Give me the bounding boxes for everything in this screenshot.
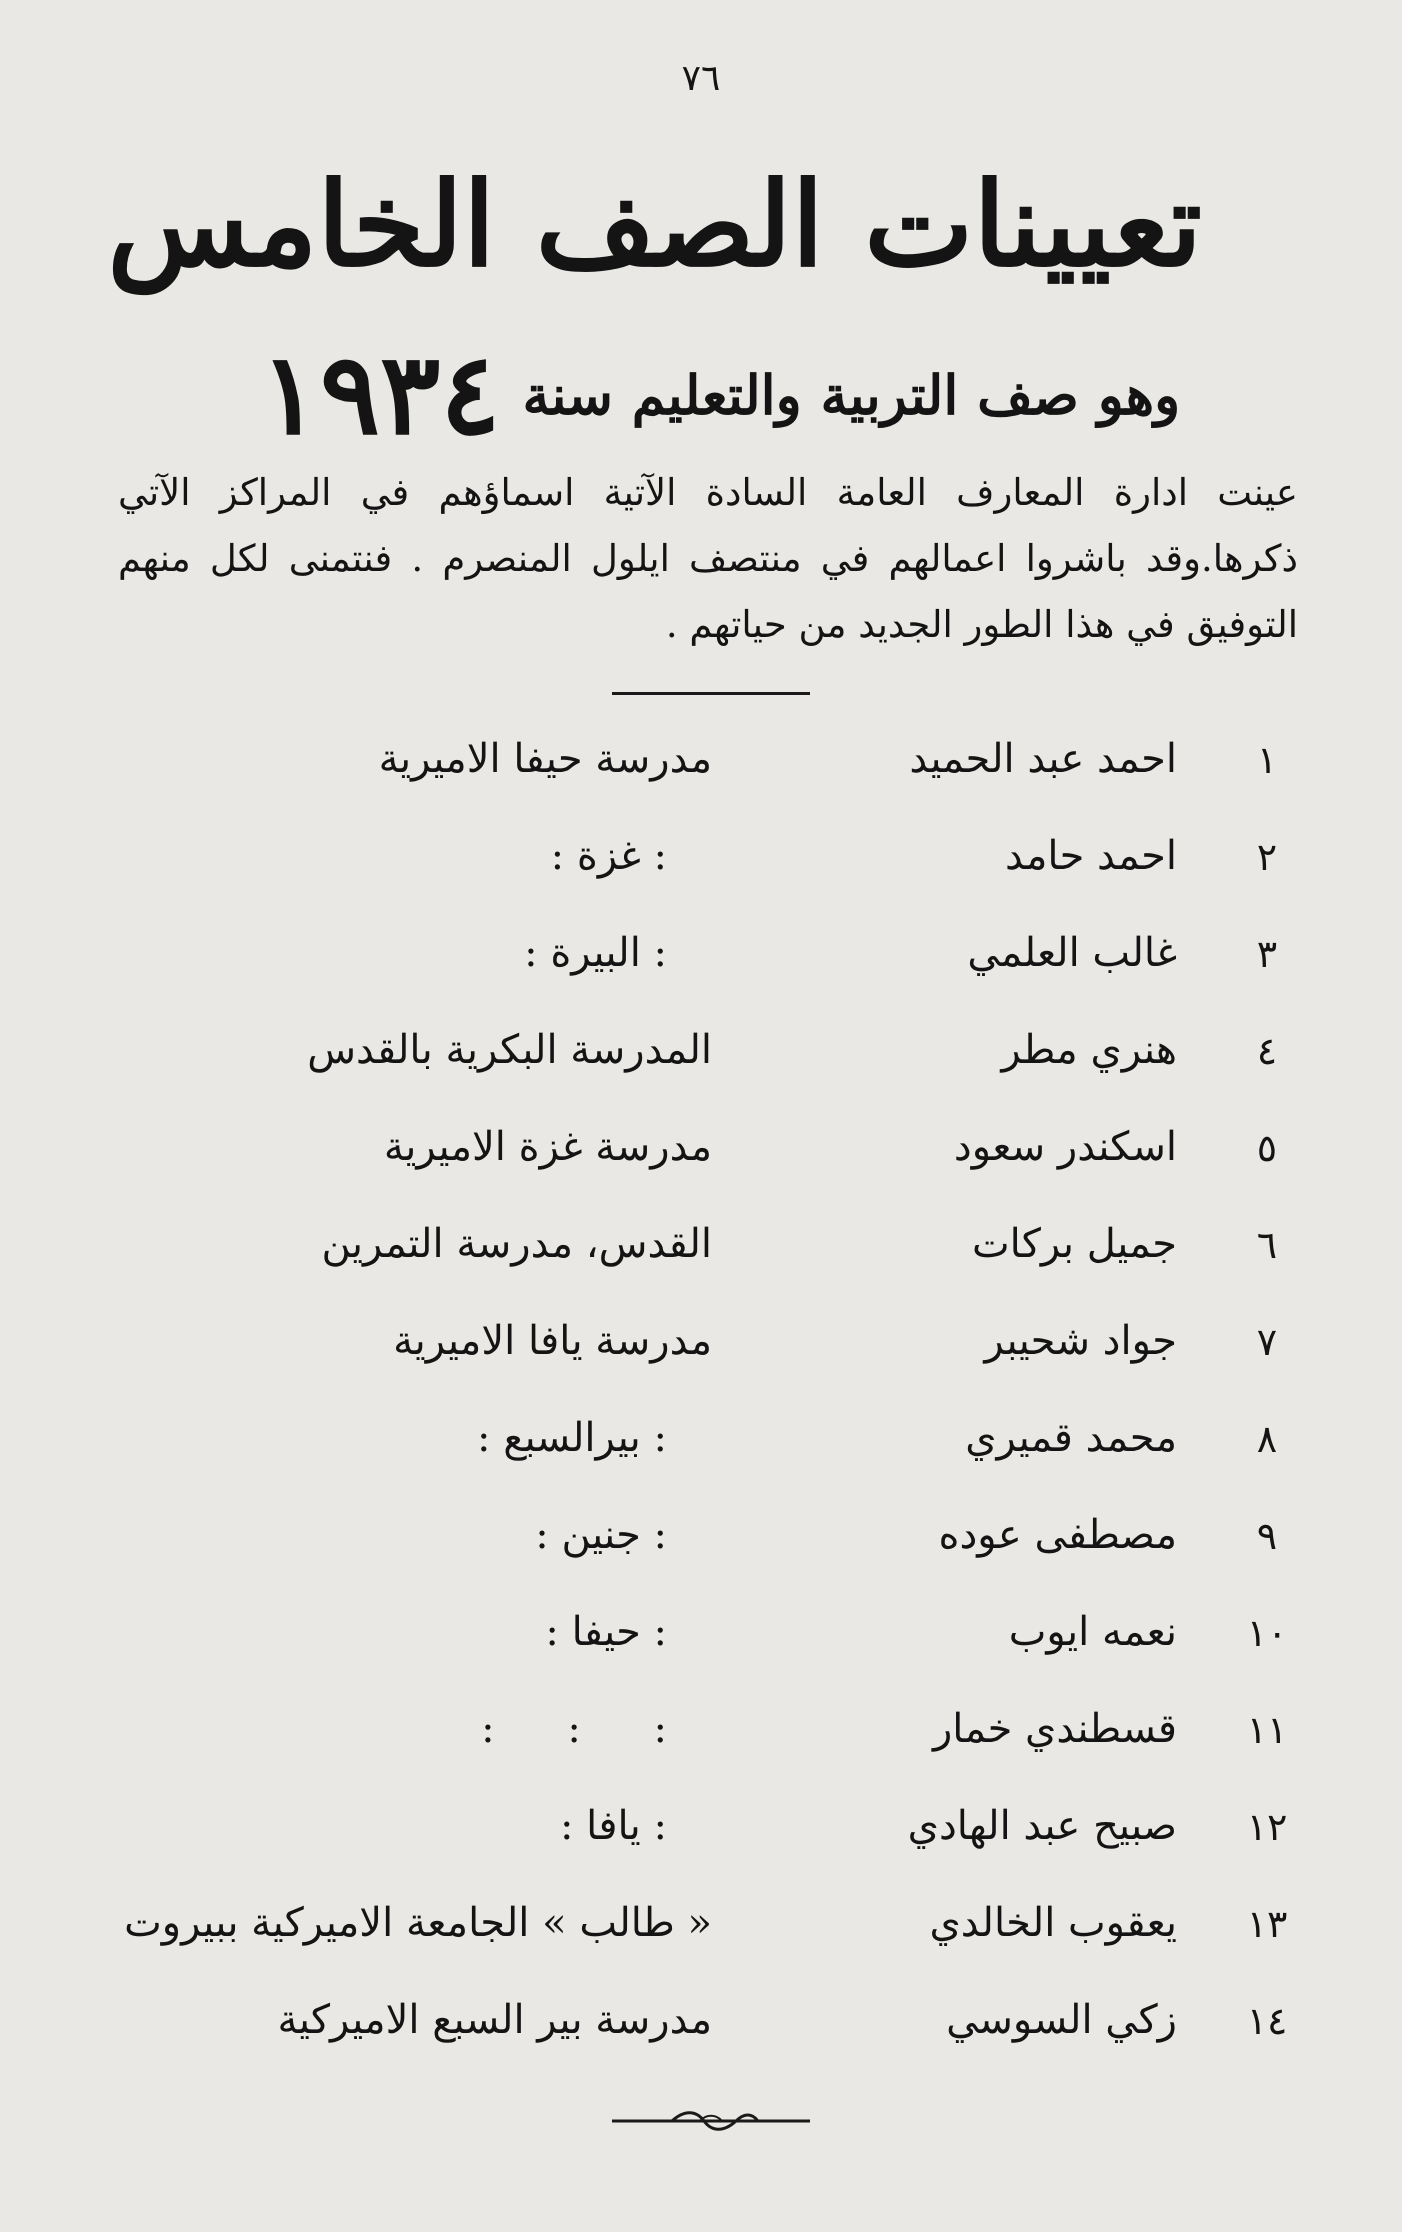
item-number: ١٣ — [1246, 1902, 1288, 1946]
list-item — [0, 1593, 1402, 1689]
item-number: ٦ — [1256, 1223, 1278, 1267]
teacher-name: غالب العلمي — [967, 930, 1177, 976]
school-assignment: مدرسة يافا الاميرية — [393, 1318, 712, 1364]
item-number: ١١ — [1246, 1708, 1288, 1752]
school-assignment: « طالب » الجامعة الاميركية ببيروت — [124, 1900, 712, 1946]
intro-paragraph: عينت ادارة المعارف العامة السادة الآتية اسماؤهم في المراكز الآتي ذكرها.وقد باشروا اعمالهم في منتصف ايلول المنصرم . فنتمنى لكل منهم التوفيق في هذا الطور الجديد من حياتهم . — [118, 471, 1298, 646]
list-item — [0, 1981, 1402, 2077]
teacher-name: هنري مطر — [1001, 1027, 1177, 1073]
item-number: ٩ — [1256, 1514, 1278, 1558]
school-assignment: مدرسة حيفا الاميرية — [378, 736, 712, 782]
teacher-name: محمد قميري — [965, 1415, 1177, 1461]
list-item — [0, 1302, 1402, 1398]
list-item — [0, 1787, 1402, 1883]
page-number: ٧٦ — [681, 58, 721, 99]
list-item — [0, 720, 1402, 816]
item-number: ٧ — [1256, 1320, 1278, 1364]
list-item — [0, 817, 1402, 913]
teacher-name: يعقوب الخالدي — [929, 1900, 1177, 1946]
school-assignment: : بيرالسبع : — [477, 1415, 667, 1461]
list-item — [0, 1108, 1402, 1204]
teacher-name: احمد حامد — [1004, 833, 1177, 879]
teacher-name: جميل بركات — [971, 1221, 1177, 1267]
list-item — [0, 1399, 1402, 1495]
list-item — [0, 1496, 1402, 1592]
subtitle-row — [259, 329, 1181, 460]
teacher-name: مصطفى عوده — [938, 1512, 1177, 1558]
list-item — [0, 1690, 1402, 1786]
appointments-list — [0, 720, 1402, 2080]
item-number: ١٤ — [1246, 1999, 1288, 2043]
list-item — [0, 1884, 1402, 1980]
teacher-name: صبيح عبد الهادي — [907, 1803, 1177, 1849]
year: ١٩٣٤ — [259, 329, 501, 460]
item-number: ١٠ — [1246, 1611, 1288, 1655]
school-assignment: : حيفا : — [545, 1609, 667, 1655]
teacher-name: قسطندي خمار — [932, 1706, 1177, 1752]
school-assignment: المدرسة البكرية بالقدس — [307, 1027, 712, 1073]
item-number: ٥ — [1256, 1126, 1278, 1170]
end-ornament — [612, 2108, 810, 2134]
teacher-name: زكي السوسي — [946, 1997, 1177, 2043]
section-divider — [612, 692, 810, 695]
subtitle: وهو صف التربية والتعليم سنة — [522, 363, 1181, 427]
list-item — [0, 1205, 1402, 1301]
teacher-name: اسكندر سعود — [953, 1124, 1177, 1170]
school-assignment: القدس، مدرسة التمرين — [321, 1221, 712, 1267]
teacher-name: جواد شحيبر — [984, 1318, 1177, 1364]
school-assignment: : البيرة : — [524, 930, 667, 976]
school-assignment: : جنين : — [535, 1512, 667, 1558]
school-assignment: : يافا : — [559, 1803, 667, 1849]
item-number: ٢ — [1256, 835, 1278, 879]
teacher-name: نعمه ايوب — [1008, 1609, 1177, 1655]
list-item — [0, 914, 1402, 1010]
item-number: ٨ — [1256, 1417, 1278, 1461]
school-assignment: : غزة : — [550, 833, 667, 879]
item-number: ٣ — [1256, 932, 1278, 976]
teacher-name: احمد عبد الحميد — [909, 736, 1177, 782]
school-assignment: : : : — [481, 1706, 667, 1752]
school-assignment: مدرسة غزة الاميرية — [383, 1124, 712, 1170]
item-number: ١٢ — [1246, 1805, 1288, 1849]
school-assignment: مدرسة بير السبع الاميركية — [277, 1997, 712, 2043]
list-item — [0, 1011, 1402, 1107]
item-number: ٤ — [1256, 1029, 1278, 1073]
item-number: ١ — [1256, 738, 1278, 782]
page-title: تعيينات الصف الخامس — [107, 157, 1202, 293]
